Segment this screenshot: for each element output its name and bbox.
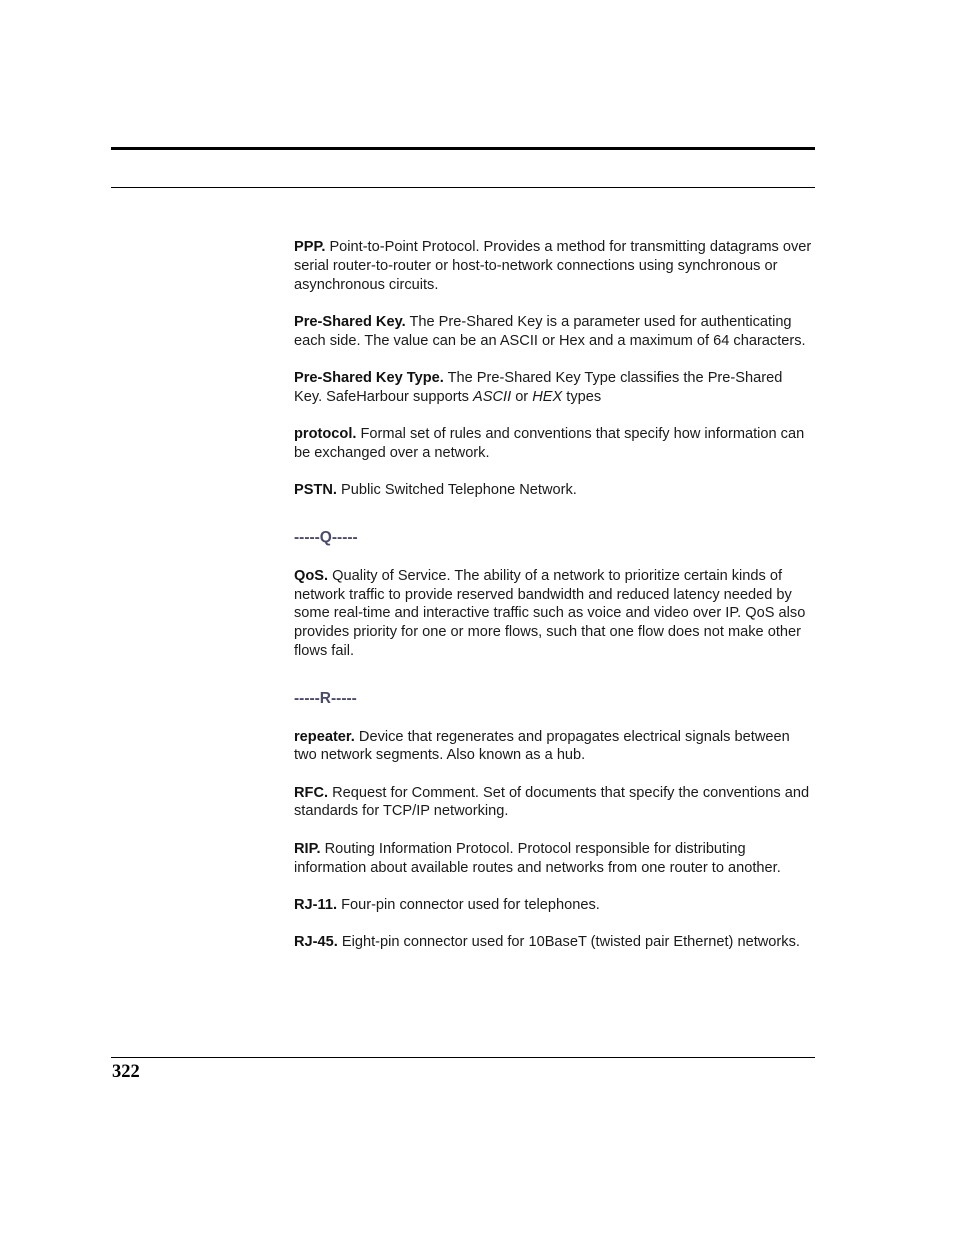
glossary-entry-rfc (294, 784, 814, 822)
header-rule-thin (111, 187, 815, 188)
glossary-entry-rj-45 (294, 933, 814, 952)
glossary-definition: Four-pin connector used for telephones. (341, 896, 600, 913)
header-rule-thick (111, 147, 815, 150)
glossary-term: repeater. (294, 728, 355, 745)
glossary-definition-italic: ASCII (473, 388, 512, 405)
glossary-definition-part: or (511, 388, 533, 405)
glossary-entry-pre-shared-key (294, 313, 814, 351)
section-heading-r: -----R----- (294, 689, 357, 707)
glossary-definition: Point-to-Point Protocol. Provides a method for transmitting datagrams over serial router-to-router or host-to-network connections using synchronous or asynchronous circuits. (294, 239, 812, 293)
glossary-definition: Formal set of rules and conventions that specify how information can be exchanged over a network. (294, 426, 805, 461)
glossary-definition-part: types (562, 388, 602, 405)
glossary-term: PSTN. (294, 482, 337, 499)
glossary-entry-pstn (294, 481, 814, 500)
section-heading-q: -----Q----- (294, 528, 358, 546)
page-number: 322 (112, 1062, 140, 1082)
glossary-definition: Eight-pin connector used for 10BaseT (twisted pair Ethernet) networks. (341, 934, 800, 951)
glossary-term: RJ-11. (294, 896, 337, 913)
glossary-term: RFC. (294, 784, 329, 801)
glossary-definition-part: The Pre-Shared Key Type classifies the Pre-Shared Key. SafeHarbour supports (294, 369, 783, 405)
glossary-content (294, 238, 814, 970)
glossary-term: RJ-45. (294, 934, 338, 951)
glossary-definition-italic: HEX (532, 388, 563, 405)
glossary-entry-rj-11 (294, 896, 814, 915)
glossary-entry-ppp (294, 238, 814, 294)
glossary-term: QoS. (294, 567, 329, 584)
glossary-definition: The Pre-Shared Key is a parameter used for authenticating each side. The value can be an ASCII or Hex and a maximum of 64 characters. (294, 313, 806, 349)
glossary-entry-qos (294, 567, 814, 661)
glossary-term: Pre-Shared Key. (294, 313, 406, 330)
glossary-definition: Request for Comment. Set of documents that specify the conventions and standards for TCP/IP networking. (294, 784, 810, 820)
footer-rule (111, 1057, 815, 1058)
glossary-definition: Quality of Service. The ability of a network to prioritize certain kinds of network traffic to provide reserved bandwidth and reduced latency needed by some real-time and interactive traffic such as voice and video over IP. QoS also provides priority for one or more flows, such that one flow does not make other flows fail. (294, 567, 806, 659)
glossary-definition: Device that regenerates and propagates electrical signals between two network segments. Also known as a hub. (294, 728, 790, 764)
glossary-entry-protocol (294, 425, 814, 463)
glossary-term: PPP. (294, 239, 326, 255)
glossary-term: RIP. (294, 840, 321, 857)
glossary-definition: Public Switched Telephone Network. (341, 482, 577, 499)
glossary-term: Pre-Shared Key Type. (294, 369, 444, 386)
glossary-term: protocol. (294, 426, 357, 443)
glossary-definition: Routing Information Protocol. Protocol responsible for distributing information about available routes and networks from one router to another. (294, 840, 781, 876)
glossary-entry-rip (294, 840, 814, 878)
glossary-entry-repeater (294, 728, 814, 766)
glossary-entry-pre-shared-key-type (294, 369, 814, 407)
